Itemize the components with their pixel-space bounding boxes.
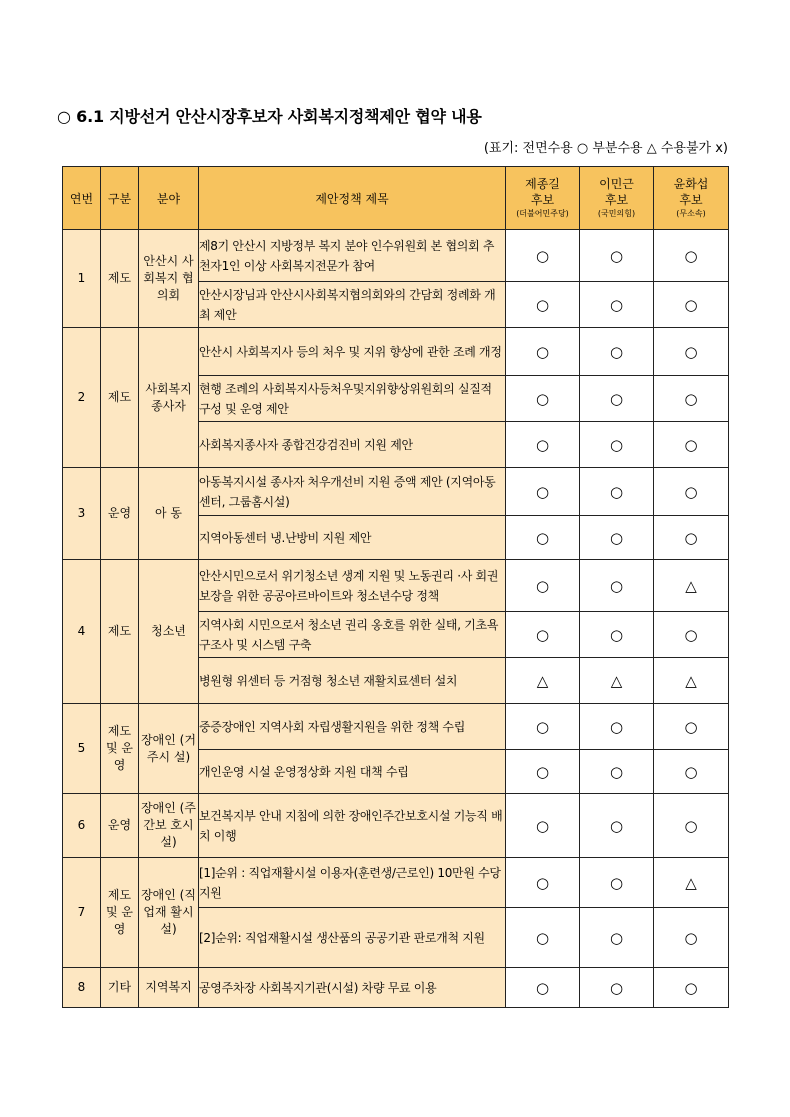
field-cell: 안산시 사회복지 협의회: [139, 230, 199, 328]
policy-table: [62, 166, 729, 1008]
field-cell: 지역복지: [139, 968, 199, 1008]
policy-title-cell: 아동복지시설 종사자 처우개선비 지원 증액 제안 (지역아동센터, 그룹홈시설): [199, 468, 506, 516]
acceptance-mark-candidate-3: ○: [654, 908, 729, 968]
policy-title-cell: [2]순위: 직업재활시설 생산품의 공공기관 판로개척 지원: [199, 908, 506, 968]
policy-title-cell: 지역사회 시민으로서 청소년 권리 옹호를 위한 실태, 기초욕구조사 및 시스템 구축: [199, 612, 506, 658]
acceptance-mark-candidate-3: ○: [654, 704, 729, 750]
acceptance-mark-candidate-3: ○: [654, 968, 729, 1008]
field-cell: 장애인 (직업재 활시설): [139, 858, 199, 968]
num-cell: 3: [63, 468, 101, 560]
acceptance-mark-candidate-1: ○: [506, 858, 580, 908]
policy-title-cell: 병원형 위센터 등 거점형 청소년 재활치료센터 설치: [199, 658, 506, 704]
acceptance-mark-candidate-2: ○: [580, 328, 654, 376]
acceptance-mark-candidate-3: ○: [654, 516, 729, 560]
acceptance-mark-candidate-3: ○: [654, 794, 729, 858]
acceptance-mark-candidate-2: ○: [580, 230, 654, 282]
table-row: [63, 328, 729, 376]
table-row: [63, 230, 729, 282]
candidate-party: (무소속): [676, 209, 706, 218]
policy-title-cell: 개인운영 시설 운영정상화 지원 대책 수립: [199, 750, 506, 794]
header-field: 분야: [139, 167, 199, 230]
field-cell: 아 동: [139, 468, 199, 560]
candidate-role: 후보: [604, 193, 629, 207]
candidate-party: (국민의힘): [597, 209, 636, 218]
policy-title-cell: 현행 조례의 사회복지사등처우및지위향상위원회의 실질적 구성 및 운영 제안: [199, 376, 506, 422]
acceptance-mark-candidate-3: ○: [654, 750, 729, 794]
policy-title-cell: 지역아동센터 냉.난방비 지원 제안: [199, 516, 506, 560]
field-cell: 장애인 (거주시 설): [139, 704, 199, 794]
field-cell: 청소년: [139, 560, 199, 704]
acceptance-mark-candidate-2: ○: [580, 468, 654, 516]
acceptance-mark-candidate-3: ○: [654, 376, 729, 422]
acceptance-mark-candidate-3: ○: [654, 328, 729, 376]
legend-note: (표기: 전면수용 ○ 부분수용 △ 수용불가 x): [483, 141, 728, 156]
candidate-name: 윤화섭: [673, 177, 709, 191]
candidate-name: 제종길: [525, 177, 560, 191]
category-cell: 제도 및 운영: [101, 704, 139, 794]
candidate-role: 후보: [530, 193, 555, 207]
policy-title-cell: 제8기 안산시 지방정부 복지 분야 인수위원회 본 협의회 추천자1인 이상 사회복지전문가 참여: [199, 230, 506, 282]
acceptance-mark-candidate-2: ○: [580, 968, 654, 1008]
acceptance-mark-candidate-2: ○: [580, 376, 654, 422]
acceptance-mark-candidate-1: △: [506, 658, 580, 704]
policy-title-cell: [1]순위 : 직업재활시설 이용자(훈련생/근로인) 10만원 수당지원: [199, 858, 506, 908]
candidate-role: 후보: [679, 193, 703, 207]
table-row: [63, 968, 729, 1008]
category-cell: 제도: [101, 560, 139, 704]
acceptance-mark-candidate-3: ○: [654, 468, 729, 516]
acceptance-mark-candidate-1: ○: [506, 794, 580, 858]
table-row: [63, 704, 729, 750]
num-cell: 5: [63, 704, 101, 794]
acceptance-mark-candidate-1: ○: [506, 376, 580, 422]
page-heading: ○ 6.1 지방선거 안산시장후보자 사회복지정책제안 협약 내용: [57, 107, 482, 126]
acceptance-mark-candidate-3: △: [654, 858, 729, 908]
acceptance-mark-candidate-1: ○: [506, 422, 580, 468]
num-cell: 8: [63, 968, 101, 1008]
header-candidate-1: [506, 167, 580, 230]
acceptance-mark-candidate-1: ○: [506, 468, 580, 516]
num-cell: 1: [63, 230, 101, 328]
header-num: 연번: [63, 167, 101, 230]
field-cell: 장애인 (주간보 호시설): [139, 794, 199, 858]
header-title: 제안정책 제목: [199, 167, 506, 230]
candidate-name: 이민근: [599, 177, 634, 191]
acceptance-mark-candidate-1: ○: [506, 282, 580, 328]
table-row: [63, 858, 729, 908]
category-cell: 제도 및 운영: [101, 858, 139, 968]
num-cell: 6: [63, 794, 101, 858]
category-cell: 제도: [101, 328, 139, 468]
acceptance-mark-candidate-3: △: [654, 658, 729, 704]
candidate-party: (더불어민주당): [516, 209, 569, 218]
category-cell: 운영: [101, 468, 139, 560]
acceptance-mark-candidate-3: ○: [654, 282, 729, 328]
category-cell: 제도: [101, 230, 139, 328]
acceptance-mark-candidate-2: ○: [580, 794, 654, 858]
acceptance-mark-candidate-2: △: [580, 658, 654, 704]
acceptance-mark-candidate-2: ○: [580, 612, 654, 658]
acceptance-mark-candidate-1: ○: [506, 968, 580, 1008]
acceptance-mark-candidate-1: ○: [506, 704, 580, 750]
category-cell: 운영: [101, 794, 139, 858]
table-row: [63, 560, 729, 612]
table-row: [63, 468, 729, 516]
acceptance-mark-candidate-2: ○: [580, 704, 654, 750]
num-cell: 2: [63, 328, 101, 468]
num-cell: 4: [63, 560, 101, 704]
acceptance-mark-candidate-2: ○: [580, 908, 654, 968]
policy-title-cell: 공영주차장 사회복지기관(시설) 차량 무료 이용: [199, 968, 506, 1008]
acceptance-mark-candidate-1: ○: [506, 230, 580, 282]
acceptance-mark-candidate-3: ○: [654, 612, 729, 658]
acceptance-mark-candidate-1: ○: [506, 560, 580, 612]
num-cell: 7: [63, 858, 101, 968]
acceptance-mark-candidate-2: ○: [580, 560, 654, 612]
policy-title-cell: 안산시 사회복지사 등의 처우 및 지위 향상에 관한 조례 개정: [199, 328, 506, 376]
field-cell: 사회복지 종사자: [139, 328, 199, 468]
header-row: [63, 167, 729, 230]
policy-title-cell: 안산시장님과 안산시사회복지협의회와의 간담회 정례화 개최 제안: [199, 282, 506, 328]
acceptance-mark-candidate-3: △: [654, 560, 729, 612]
acceptance-mark-candidate-1: ○: [506, 516, 580, 560]
acceptance-mark-candidate-1: ○: [506, 908, 580, 968]
acceptance-mark-candidate-1: ○: [506, 328, 580, 376]
acceptance-mark-candidate-2: ○: [580, 422, 654, 468]
category-cell: 기타: [101, 968, 139, 1008]
acceptance-mark-candidate-2: ○: [580, 750, 654, 794]
acceptance-mark-candidate-1: ○: [506, 750, 580, 794]
header-candidate-3: [654, 167, 729, 230]
acceptance-mark-candidate-3: ○: [654, 422, 729, 468]
acceptance-mark-candidate-2: ○: [580, 282, 654, 328]
policy-title-cell: 보건복지부 안내 지침에 의한 장애인주간보호시설 기능직 배치 이행: [199, 794, 506, 858]
acceptance-mark-candidate-2: ○: [580, 858, 654, 908]
policy-title-cell: 안산시민으로서 위기청소년 생계 지원 및 노동권리 ·사 회권 보장을 위한 공공아르바이트와 청소년수당 정책: [199, 560, 506, 612]
policy-title-cell: 사회복지종사자 종합건강검진비 지원 제안: [199, 422, 506, 468]
acceptance-mark-candidate-2: ○: [580, 516, 654, 560]
acceptance-mark-candidate-1: ○: [506, 612, 580, 658]
table-row: [63, 794, 729, 858]
acceptance-mark-candidate-3: ○: [654, 230, 729, 282]
header-candidate-2: [580, 167, 654, 230]
header-cat: 구분: [101, 167, 139, 230]
policy-title-cell: 중증장애인 지역사회 자립생활지원을 위한 정책 수립: [199, 704, 506, 750]
